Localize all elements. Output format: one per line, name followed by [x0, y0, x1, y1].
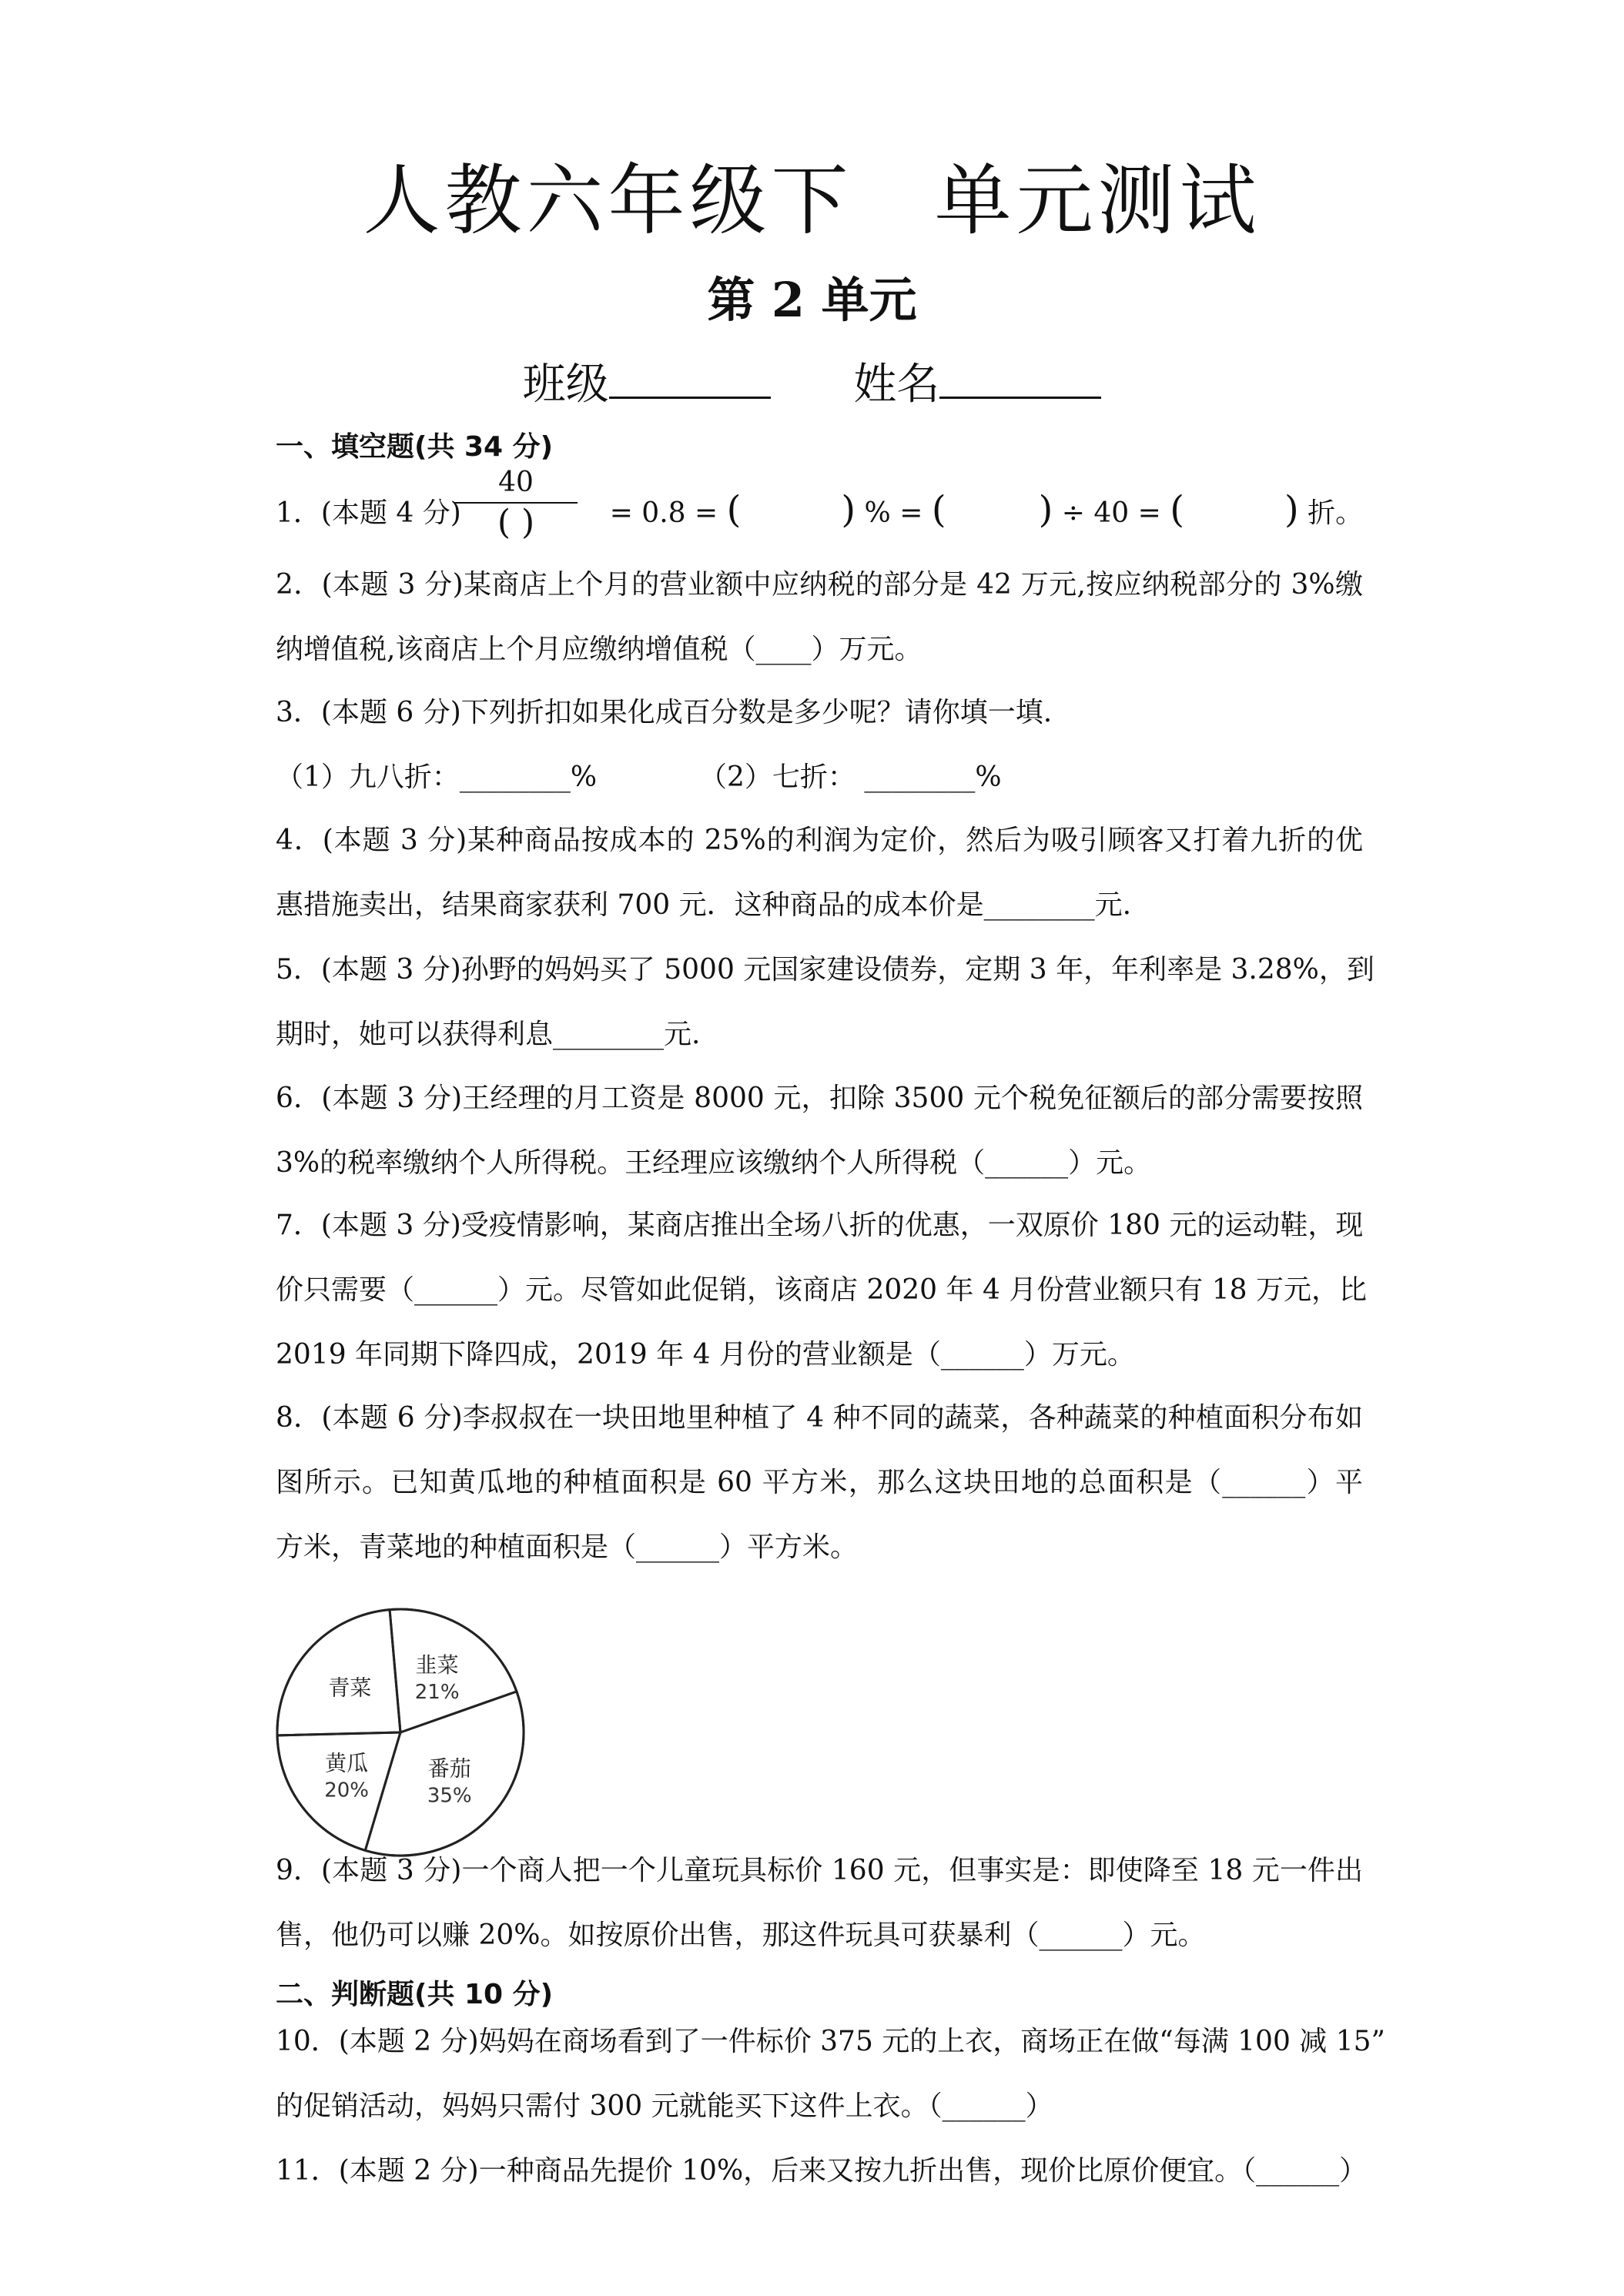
q3-part-1: （1）九八折：________% — [276, 761, 598, 793]
q4-line-1: 4．(本题 3 分)某种商品按成本的 25%的利润为定价，然后为吸引顾客又打着九折的优 — [276, 825, 1363, 856]
q9-line-1: 9．(本题 3 分)一个商人把一个儿童玩具标价 160 元，但事实是：即使降至 18 元一件出 — [276, 1855, 1363, 1886]
pie-label-2: 番茄 — [427, 1755, 471, 1782]
q5-line-1: 5．(本题 3 分)孙野的妈妈买了 5000 元国家建设债券，定期 3 年，年利率是 3.28%，到 — [276, 954, 1375, 986]
vegetable-area-pie-chart — [270, 1602, 531, 1863]
question-9 — [276, 1839, 1363, 1968]
q4-line-2: 惠措施卖出，结果商家获利 700 元．这种商品的成本价是________元. — [276, 889, 1132, 921]
pie-value-3: 20% — [324, 1779, 369, 1802]
question-6 — [276, 1066, 1363, 1196]
q2-line-2: 纳增值税,该商店上个月应缴纳增值税（____）万元。 — [276, 634, 922, 665]
name-blank[interactable] — [939, 353, 1101, 399]
q8-line-1: 8．(本题 6 分)李叔叔在一块田地里种植了 4 种不同的蔬菜，各种蔬菜的种植面积分布如 — [276, 1402, 1363, 1434]
pie-label-3: 黄瓜 — [325, 1750, 369, 1776]
class-label: 班级 — [522, 360, 609, 410]
q11-line-1: 11．(本题 2 分)一种商品先提价 10%，后来又按九折出售，现价比原价便宜。（______） — [276, 2155, 1368, 2187]
class-name-row — [0, 350, 1624, 412]
class-blank[interactable] — [609, 353, 771, 399]
question-11 — [276, 2139, 1368, 2204]
q8-line-3: 方米，青菜地的种植面积是（______）平方米。 — [276, 1531, 859, 1563]
q6-line-1: 6．(本题 3 分)王经理的月工资是 8000 元，扣除 3500 元个税免征额后的部分需要按照 — [276, 1083, 1363, 1114]
pie-value-2: 35% — [427, 1784, 472, 1808]
question-4 — [276, 808, 1363, 938]
q9-line-2: 售，他仍可以赚 20%。如按原价出售，那这件玩具可获暴利（______）元。 — [276, 1919, 1206, 1951]
q2-line-1: 2．(本题 3 分)某商店上个月的营业额中应纳税的部分是 42 万元,按应纳税部分的 3%缴 — [276, 569, 1363, 601]
q8-line-2: 图所示。已知黄瓜地的种植面积是 60 平方米，那么这块田地的总面积是（______）平 — [276, 1467, 1363, 1498]
q10-line-1: 10．(本题 2 分)妈妈在商场看到了一件标价 375 元的上衣，商场正在做“每满 100 减 15” — [276, 2026, 1385, 2057]
q3-line-2 — [276, 745, 1363, 810]
q1-eq: = 0.8 = — [609, 497, 718, 529]
q1-paren-open-3: ( — [1170, 488, 1184, 531]
q5-line-2: 期时，她可以获得利息________元. — [276, 1019, 701, 1050]
q1-paren-open-1: ( — [726, 488, 742, 531]
pie-label-1: 韭菜 — [415, 1652, 459, 1678]
section-fill-blank-heading: 一、填空题(共 34 分) — [276, 431, 554, 463]
name-label: 姓名 — [853, 360, 940, 410]
page-title: 人教六年级下 单元测试 — [363, 156, 1261, 246]
q7-line-3: 2019 年同期下降四成，2019 年 4 月份的营业额是（______）万元。 — [276, 1339, 1135, 1371]
question-3 — [276, 681, 1363, 810]
q1-paren-close-2: ) — [1038, 488, 1053, 531]
q1-zhe: 折。 — [1308, 497, 1364, 529]
q1-pct: % = — [864, 497, 923, 529]
q1-prefix: 1．(本题 4 分) — [276, 497, 461, 529]
q1-paren-close-1: ) — [841, 488, 856, 531]
q7-line-1: 7．(本题 3 分)受疫情影响，某商店推出全场八折的优惠，一双原价 180 元的运动鞋，现 — [276, 1210, 1364, 1241]
q1-paren-close-3: ) — [1284, 488, 1299, 531]
q7-line-2: 价只需要（______）元。尽管如此促销，该商店 2020 年 4 月份营业额只有 18 万元，比 — [276, 1274, 1367, 1306]
q3-line-1: 3．(本题 6 分)下列折扣如果化成百分数是多少呢？请你填一填. — [276, 697, 1053, 728]
q3-part-2: （2）七折： ________% — [699, 761, 1002, 793]
q1-numerator: 40 — [498, 467, 534, 498]
pie-value-1: 21% — [414, 1681, 460, 1705]
q6-line-2: 3%的税率缴纳个人所得税。王经理应该缴纳个人所得税（______）元。 — [276, 1147, 1152, 1179]
question-7 — [276, 1193, 1367, 1387]
section-true-false-heading: 二、判断题(共 10 分) — [276, 1979, 554, 2010]
q10-line-2: 的促销活动，妈妈只需付 300 元就能买下这件上衣。（______） — [276, 2090, 1053, 2122]
q1-div: ÷ 40 = — [1061, 497, 1161, 529]
question-2 — [276, 553, 1363, 682]
unit-subtitle: 第 2 单元 — [707, 272, 917, 328]
question-8 — [276, 1386, 1363, 1580]
question-10 — [276, 2010, 1385, 2139]
pie-label-4: 青菜 — [328, 1675, 372, 1701]
q1-denominator: ( ) — [497, 503, 535, 542]
question-1 — [276, 477, 1363, 546]
q1-paren-open-2: ( — [931, 488, 946, 531]
question-5 — [276, 938, 1375, 1067]
q1-fraction — [454, 465, 578, 541]
